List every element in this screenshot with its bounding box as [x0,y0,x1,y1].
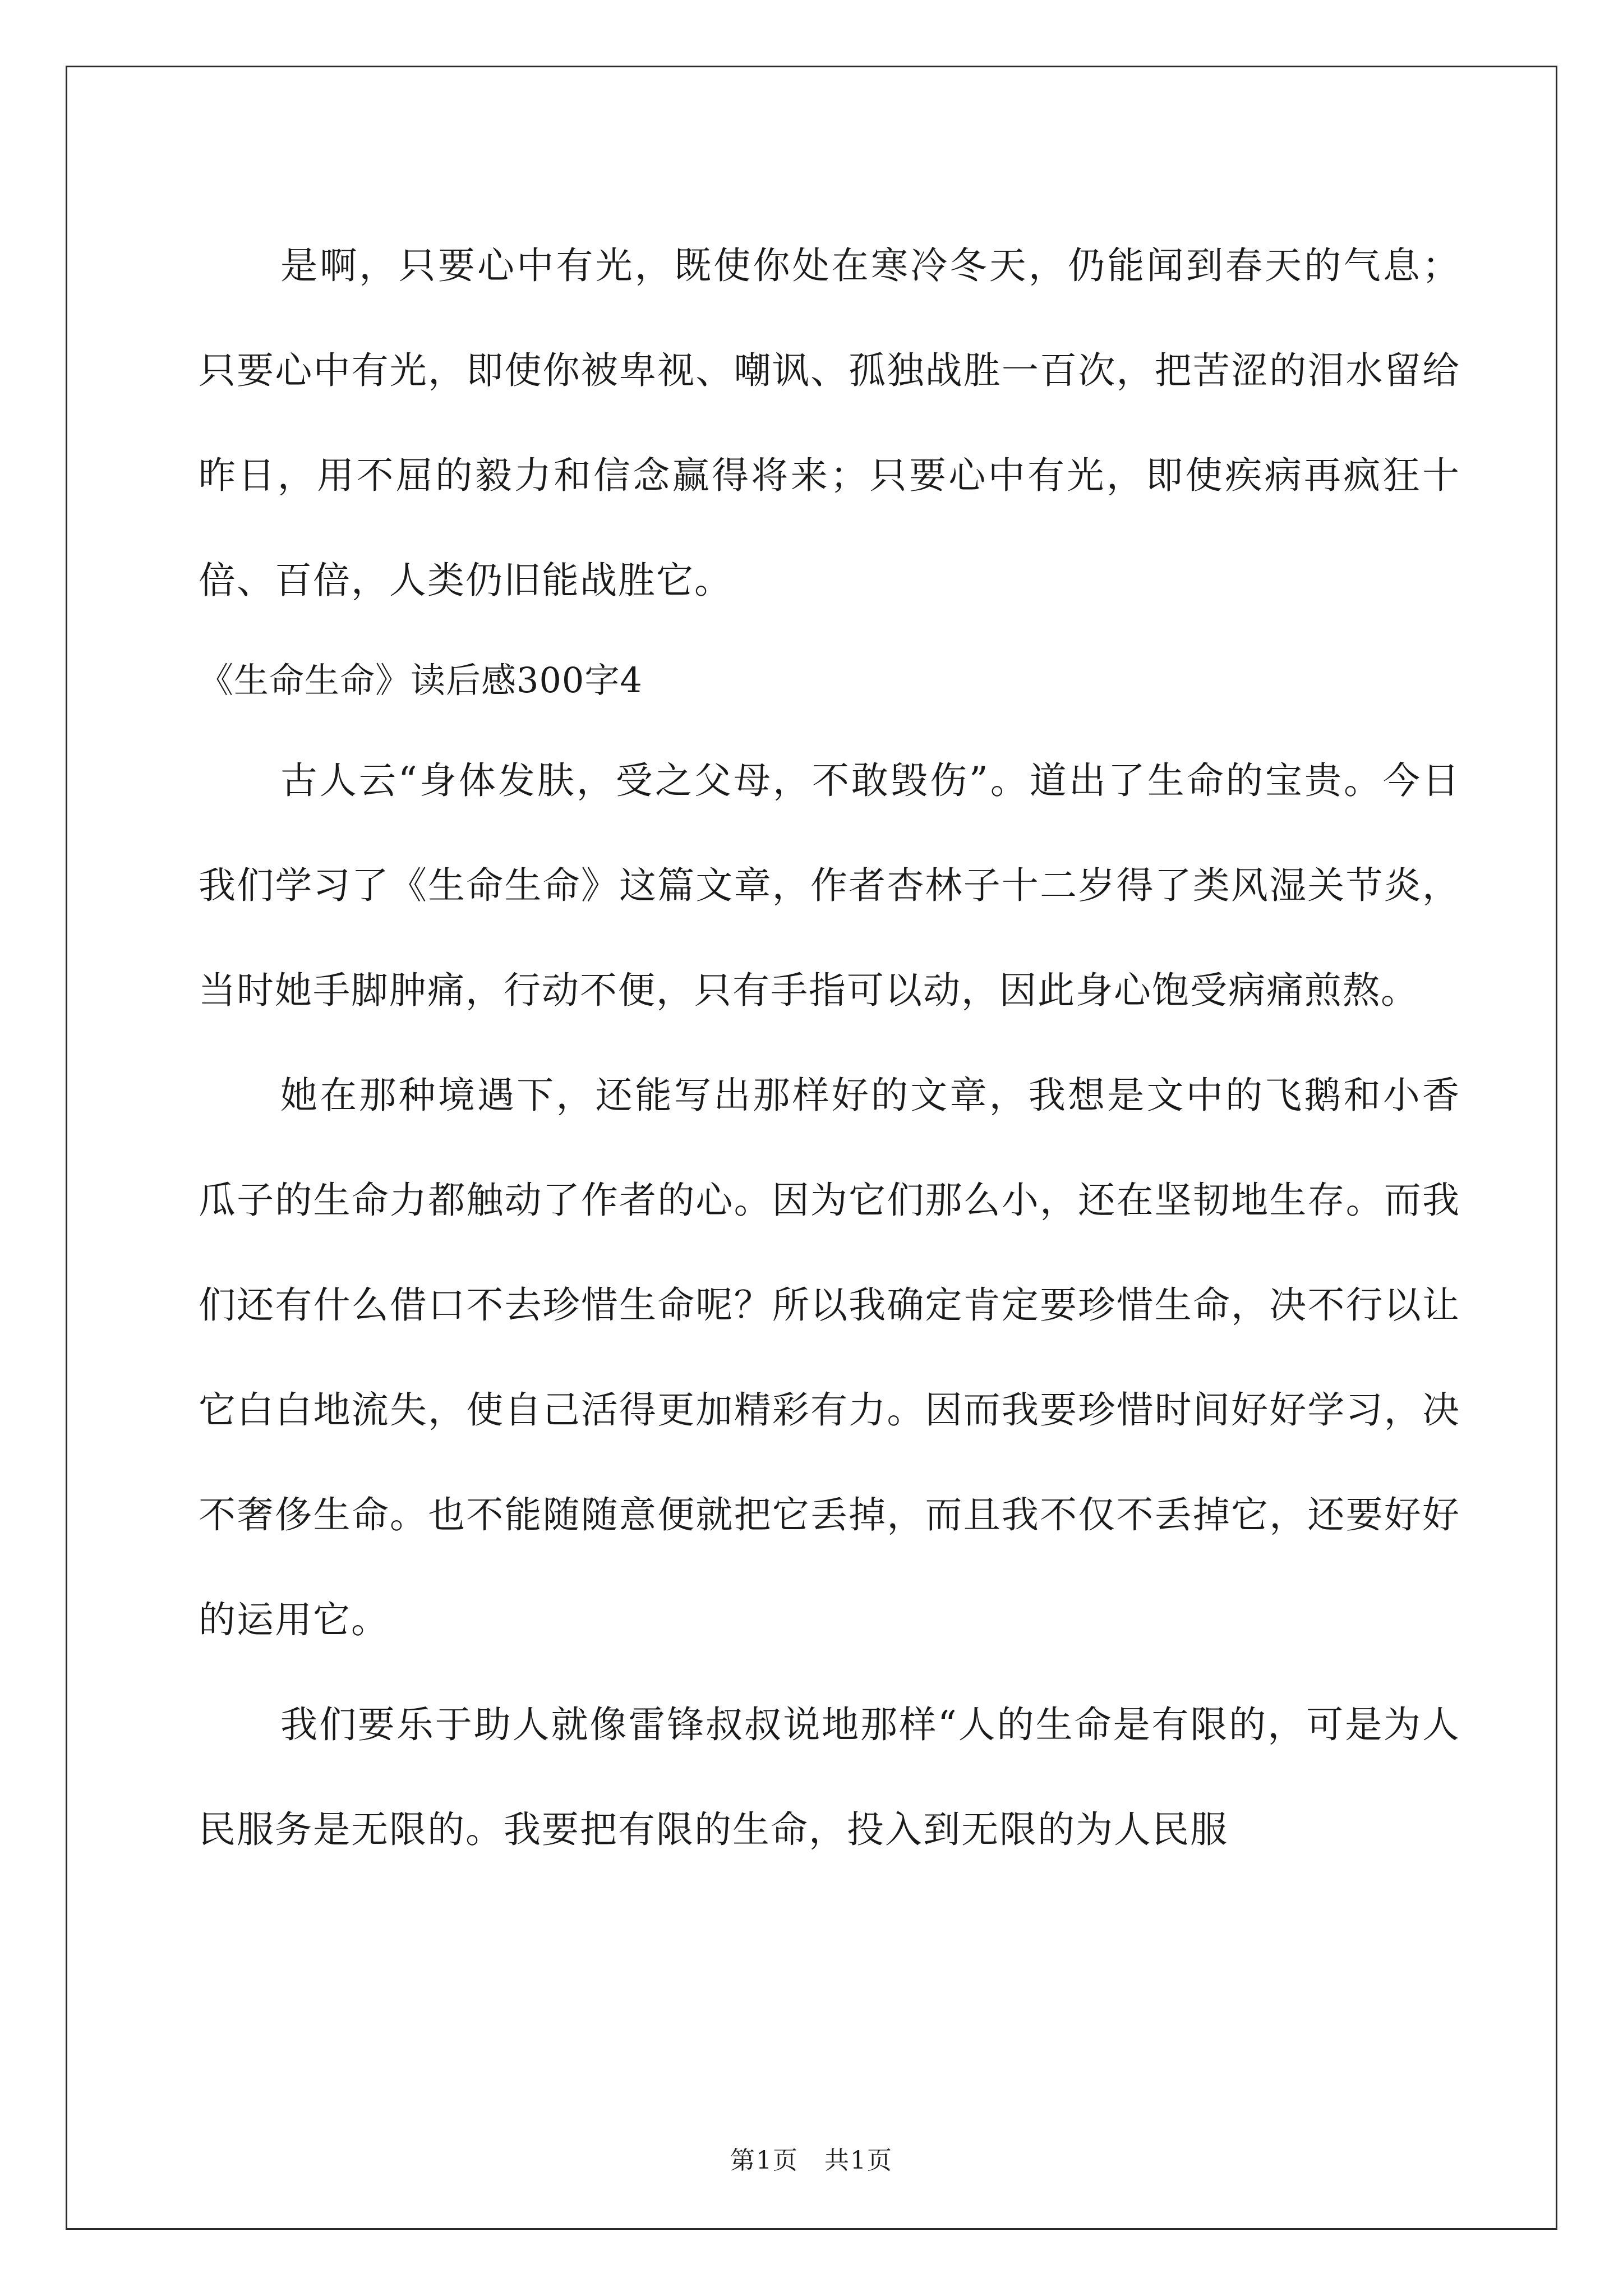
document-body [199,213,1460,1882]
paragraph-3: 她在那种境遇下，还能写出那样好的文章，我想是文中的飞鹅和小香瓜子的生命力都触动了作者的心。因为它们那么小，还在坚韧地生存。而我们还有什么借口不去珍惜生命呢？所以我确定肯定要珍惜生命，决不行以让它白白地流失，使自己活得更加精彩有力。因而我要珍惜时间好好学习，决不奢侈生命。也不能随随意便就把它丢掉，而且我不仅不丢掉它，还要好好的运用它。 [199,1074,1460,1641]
paragraph-1: 是啊，只要心中有光，既使你处在寒冷冬天，仍能闻到春天的气息；只要心中有光，即使你被卑视、嘲讽、孤独战胜一百次，把苦涩的泪水留给昨日，用不屈的毅力和信念赢得将来；只要心中有光，即使疾病再疯狂十倍、百倍，人类仍旧能战胜它。 [199,244,1460,602]
page-footer: 第1页 共1页 [730,2146,893,2175]
paragraph-2: 古人云“身体发肤，受之父母，不敢毁伤”。道出了生命的宝贵。今日我们学习了《生命生命》这篇文章，作者杏林子十二岁得了类风湿关节炎，当时她手脚肿痛，行动不便，只有手指可以动，因此身心饱受病痛煎熬。 [199,759,1460,1012]
section-heading: 《生命生命》读后感300字4 [199,660,643,701]
paragraph-4: 我们要乐于助人就像雷锋叔叔说地那样“人的生命是有限的，可是为人民服务是无限的。我要把有限的生命，投入到无限的为人民服 [199,1703,1460,1851]
